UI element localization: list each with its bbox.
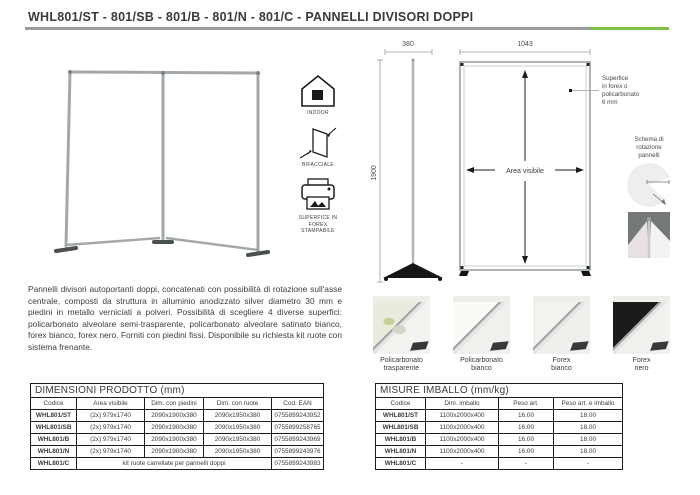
table-row-kit: [31, 458, 324, 470]
panel-joint-photo: [628, 212, 670, 258]
table-row: [376, 434, 623, 446]
sample-photo-policarbonato-trasparente: [373, 296, 430, 354]
table-row: [376, 446, 623, 458]
feature-stampabile-label: SUPERFICE IN FOREX STAMPABILE: [298, 215, 338, 234]
side-view-base: [383, 263, 443, 278]
cell-code: WHL801/B: [376, 434, 426, 446]
dim-height: 1900: [371, 165, 378, 181]
product-dimensions-table: [30, 383, 324, 470]
cell-piedini: 2090x1900x380: [145, 434, 204, 446]
cell-ruote: 2090x1950x380: [204, 422, 272, 434]
cell-ruote: 2090x1950x380: [204, 434, 272, 446]
table-row: [31, 410, 324, 422]
cell-peso-tot: 18.00: [554, 446, 623, 458]
cell-peso: 16.00: [499, 446, 554, 458]
cell-area: (2x) 979x1740: [77, 446, 145, 458]
cell-code: WHL801/C: [31, 458, 77, 470]
col-header: Cod. EAN: [272, 398, 324, 410]
cell-dim: 1100x2000x400: [426, 434, 499, 446]
cell-peso: 16.00: [499, 410, 554, 422]
cell-area: (2x) 979x1740: [77, 434, 145, 446]
svg-text:rotazione: rotazione: [636, 144, 662, 151]
cell-area: (2x) 979x1740: [77, 422, 145, 434]
cell-peso-tot: 18.00: [554, 434, 623, 446]
technical-drawing: [370, 30, 700, 292]
rotation-label: [634, 136, 663, 159]
svg-text:policarbonato: policarbonato: [602, 91, 640, 98]
cell-dim: 1100x2000x400: [426, 422, 499, 434]
feature-indoor-label: INDOOR: [307, 110, 329, 116]
sample-policarbonato-bianco: [453, 296, 510, 372]
feature-stampabile: [294, 177, 342, 235]
cell-code: WHL801/N: [31, 446, 77, 458]
col-header: Codice: [31, 398, 77, 410]
area-visibile-label: Area visibile: [506, 168, 544, 175]
product-description: Pannelli divisori autoportanti doppi, concatenati con possibilità di rotazione sull'asse centrale, composti da struttura in alluminio anodizzato silver diametro 30 mm e piedini in metallo verniciati a polveri. Possibilità di scegliere 4 diverse superfici: policarbonato alveolare semi-trasparente, policarbonato alveolare satinato bianco, forex bianco, forex nero. Forniti con piedini fissi. Disponibile su richiesta kit ruote con sistema frenante.: [28, 284, 342, 352]
col-header: Dim. imballo: [426, 398, 499, 410]
package-measures-table: [375, 383, 623, 470]
table-row: [376, 410, 623, 422]
col-header: Peso art. e imballo: [554, 398, 623, 410]
svg-text:pannelli: pannelli: [638, 152, 660, 159]
cell-ean: 0755899243983: [272, 458, 324, 470]
cell-dim: 1100x2000x400: [426, 446, 499, 458]
col-header: Codice: [376, 398, 426, 410]
table-row: [376, 458, 623, 470]
cell-peso-tot: -: [554, 458, 623, 470]
feature-indoor: [294, 74, 342, 117]
sample-photo-forex-bianco: [533, 296, 590, 354]
cell-peso: 16.00: [499, 422, 554, 434]
cell-code: WHL801/N: [376, 446, 426, 458]
cell-piedini: 2090x1900x380: [145, 410, 204, 422]
table-header-row: [31, 398, 324, 410]
cell-ean: 0755899243952: [272, 410, 324, 422]
dim-side-width: 380: [402, 41, 414, 48]
dim-front-width: 1043: [517, 41, 533, 48]
col-header: Area visibile: [77, 398, 145, 410]
sample-photo-policarbonato-bianco: [453, 296, 510, 354]
sample-label: Forex nero: [632, 357, 651, 372]
table-row: [31, 434, 324, 446]
table-title: DIMENSIONI PRODOTTO (mm): [31, 384, 324, 398]
cell-code: WHL801/B: [31, 434, 77, 446]
cell-code: WHL801/SB: [31, 422, 77, 434]
cell-piedini: 2090x1900x380: [145, 422, 204, 434]
table-row: [31, 422, 324, 434]
col-header: Dim. con ruote: [204, 398, 272, 410]
cell-peso-tot: 18.00: [554, 410, 623, 422]
table-row: [31, 446, 324, 458]
table-header-row: [376, 398, 623, 410]
svg-text:6 mm: 6 mm: [602, 99, 618, 106]
sample-photo-forex-nero: [613, 296, 670, 354]
cell-peso: -: [499, 458, 554, 470]
sample-forex-bianco: [533, 296, 590, 372]
surface-note: [602, 75, 640, 106]
cell-ean: 0755899258765: [272, 422, 324, 434]
product-photo-double-panel: [40, 55, 285, 270]
sample-forex-nero: [613, 296, 670, 372]
cell-ean: 0755899243969: [272, 434, 324, 446]
feature-bifacciale: [294, 126, 342, 169]
feature-bifacciale-label: BIFACCIALE: [302, 161, 334, 168]
cell-kit-label: kit ruote carrellate per pannelli doppi: [77, 458, 272, 470]
svg-text:Schema di: Schema di: [634, 136, 664, 143]
page-title: WHL801/ST - 801/SB - 801/B - 801/N - 801/C - PANNELLI DIVISORI DOPPI: [28, 10, 474, 24]
cell-ean: 0755899243976: [272, 446, 324, 458]
cell-peso: 16.00: [499, 434, 554, 446]
cell-area: (2x) 979x1740: [77, 410, 145, 422]
cell-piedini: 2090x1900x380: [145, 446, 204, 458]
cell-code: WHL801/SB: [376, 422, 426, 434]
sample-label: Policarbonato trasparente: [380, 357, 423, 372]
svg-text:Superfice: Superfice: [602, 75, 629, 82]
cell-code: WHL801/C: [376, 458, 426, 470]
table-caption-row: [376, 384, 623, 398]
svg-text:in forex o: in forex o: [602, 83, 628, 90]
double-face-icon: [298, 126, 338, 160]
cell-dim: -: [426, 458, 499, 470]
feature-icons: [291, 74, 345, 244]
house-icon: [299, 74, 337, 108]
cell-code: WHL801/ST: [31, 410, 77, 422]
material-samples: [373, 296, 670, 372]
printer-icon: [298, 177, 338, 213]
cell-ruote: 2090x1950x380: [204, 446, 272, 458]
col-header: Peso art.: [499, 398, 554, 410]
table-title: MISURE IMBALLO (mm/kg): [376, 384, 623, 398]
sample-label: Forex bianco: [551, 357, 572, 372]
cell-peso-tot: 18.00: [554, 422, 623, 434]
cell-ruote: 2090x1950x380: [204, 410, 272, 422]
col-header: Dim. con piedini: [145, 398, 204, 410]
cell-dim: 1100x2000x400: [426, 410, 499, 422]
table-row: [376, 422, 623, 434]
table-caption-row: [31, 384, 324, 398]
rotation-diagram: [627, 163, 671, 207]
sample-policarbonato-trasparente: [373, 296, 430, 372]
sample-label: Policarbonato bianco: [460, 357, 503, 372]
cell-code: WHL801/ST: [376, 410, 426, 422]
